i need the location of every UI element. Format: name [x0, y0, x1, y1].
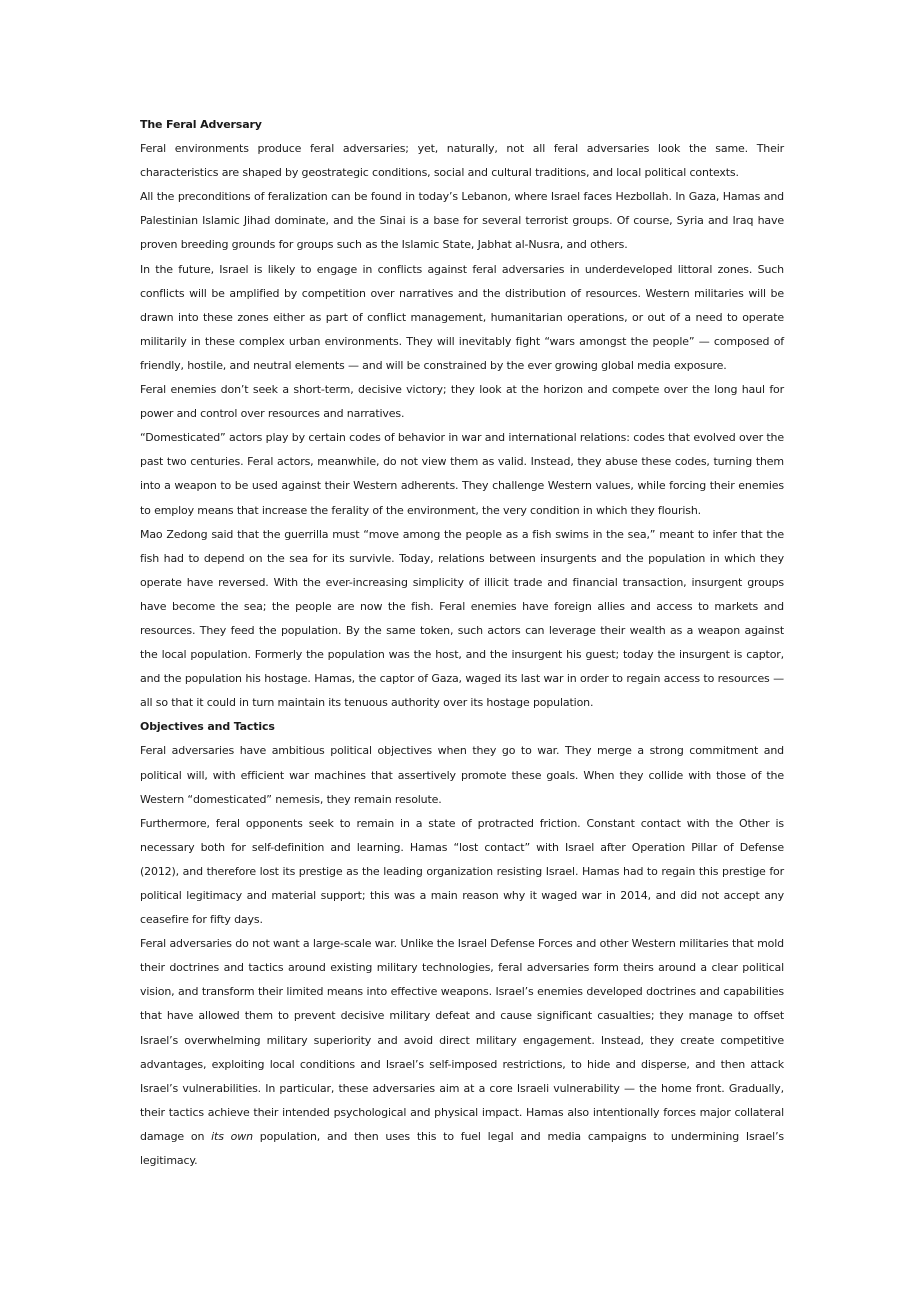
paragraph: Feral adversaries have ambitious political objectives when they go to war. They merge a strong commitment and political will, with efficient war machines that assertively promote these goals. When they collide with those of the Western “domesticated” nemesis, they remain resolute.: [140, 744, 784, 806]
paragraph: Mao Zedong said that the guerrilla must “move among the people as a fish swims in the sea,” meant to infer that the fish had to depend on the sea for its survivle. Today, relations between insurgents and the population in which they operate have reversed. With the ever-increasing simplicity of illicit trade and financial transaction, insurgent groups have become the sea; the people are now the fish. Feral enemies have foreign allies and access to markets and resources. They feed the population. By the same token, such actors can leverage their wealth as a weapon against the local population. Formerly the population was the host, and the insurgent his guest; today the insurgent is captor, and the population his hostage. Hamas, the captor of Gaza, waged its last war in order to regain access to resources — all so that it could in turn maintain its tenuous authority over its hostage population.: [140, 527, 784, 710]
section-heading-feral-adversary: The Feral Adversary: [140, 118, 262, 131]
paragraph: All the preconditions of feralization can be found in today’s Lebanon, where Israel faces Hezbollah. In Gaza, Hamas and Palestinian Islamic Jihad dominate, and the Sinai is a base for several terrorist groups. Of course, Syria and Iraq have proven breeding grounds for groups such as the Islamic State, Jabhat al-Nusra, and others.: [140, 190, 784, 252]
paragraph-final: [140, 932, 784, 1173]
document-page: [140, 113, 784, 1173]
paragraph-text: Feral adversaries do not want a large-scale war. Unlike the Israel Defense Forces and other Western militaries that mold their doctrines and tactics around existing military technologies, feral adversaries form theirs around a clear political vision, and transform their limited means into effective weapons. Israel’s enemies developed doctrines and capabilities that have allowed them to prevent decisive military defeat and cause significant casualties; they manage to offset Israel’s overwhelming military superiority and avoid direct military engagement. Instead, they create competitive advantages, exploiting local conditions and Israel’s self-imposed restrictions, to hide and disperse, and then attack Israel’s vulnerabilities. In particular, these adversaries aim at a core Israeli vulnerability — the home front. Gradually, their tactics achieve their intended psychological and physical impact. Hamas also intentionally forces major collateral damage on: [140, 937, 784, 1143]
paragraph-tail: population, and then uses this to fuel legal and media campaigns to undermining Israel’s legitimacy.: [140, 1129, 784, 1168]
emphasis-text: its own: [211, 1129, 253, 1143]
paragraph: In the future, Israel is likely to engage in conflicts against feral adversaries in underdeveloped littoral zones. Such conflicts will be amplified by competition over narratives and the distribution of resources. Western militaries will be drawn into these zones either as part of conflict management, humanitarian operations, or out of a need to operate militarily in these complex urban environments. They will inevitably fight “wars amongst the people” — composed of friendly, hostile, and neutral elements — and will be constrained by the ever growing global media exposure.: [140, 262, 784, 372]
section-heading-objectives-tactics: Objectives and Tactics: [140, 720, 275, 734]
paragraph: Feral enemies don’t seek a short-term, decisive victory; they look at the horizon and compete over the long haul for power and control over resources and narratives.: [140, 383, 784, 421]
paragraph: Feral environments produce feral adversaries; yet, naturally, not all feral adversaries look the same. Their characteristics are shaped by geostrategic conditions, social and cultural traditions, and local political contexts.: [140, 142, 784, 180]
paragraph: Furthermore, feral opponents seek to remain in a state of protracted friction. Constant contact with the Other is necessary both for self-definition and learning. Hamas “lost contact” with Israel after Operation Pillar of Defense (2012), and therefore lost its prestige as the leading organization resisting Israel. Hamas had to regain this prestige for political legitimacy and material support; this was a main reason why it waged war in 2014, and did not accept any ceasefire for fifty days.: [140, 816, 784, 927]
paragraph: “Domesticated” actors play by certain codes of behavior in war and international relations: codes that evolved over the past two centuries. Feral actors, meanwhile, do not view them as valid. Instead, they abuse these codes, turning them into a weapon to be used against their Western adherents. They challenge Western values, while forcing their enemies to employ means that increase the ferality of the environment, the very condition in which they flourish.: [140, 431, 784, 517]
